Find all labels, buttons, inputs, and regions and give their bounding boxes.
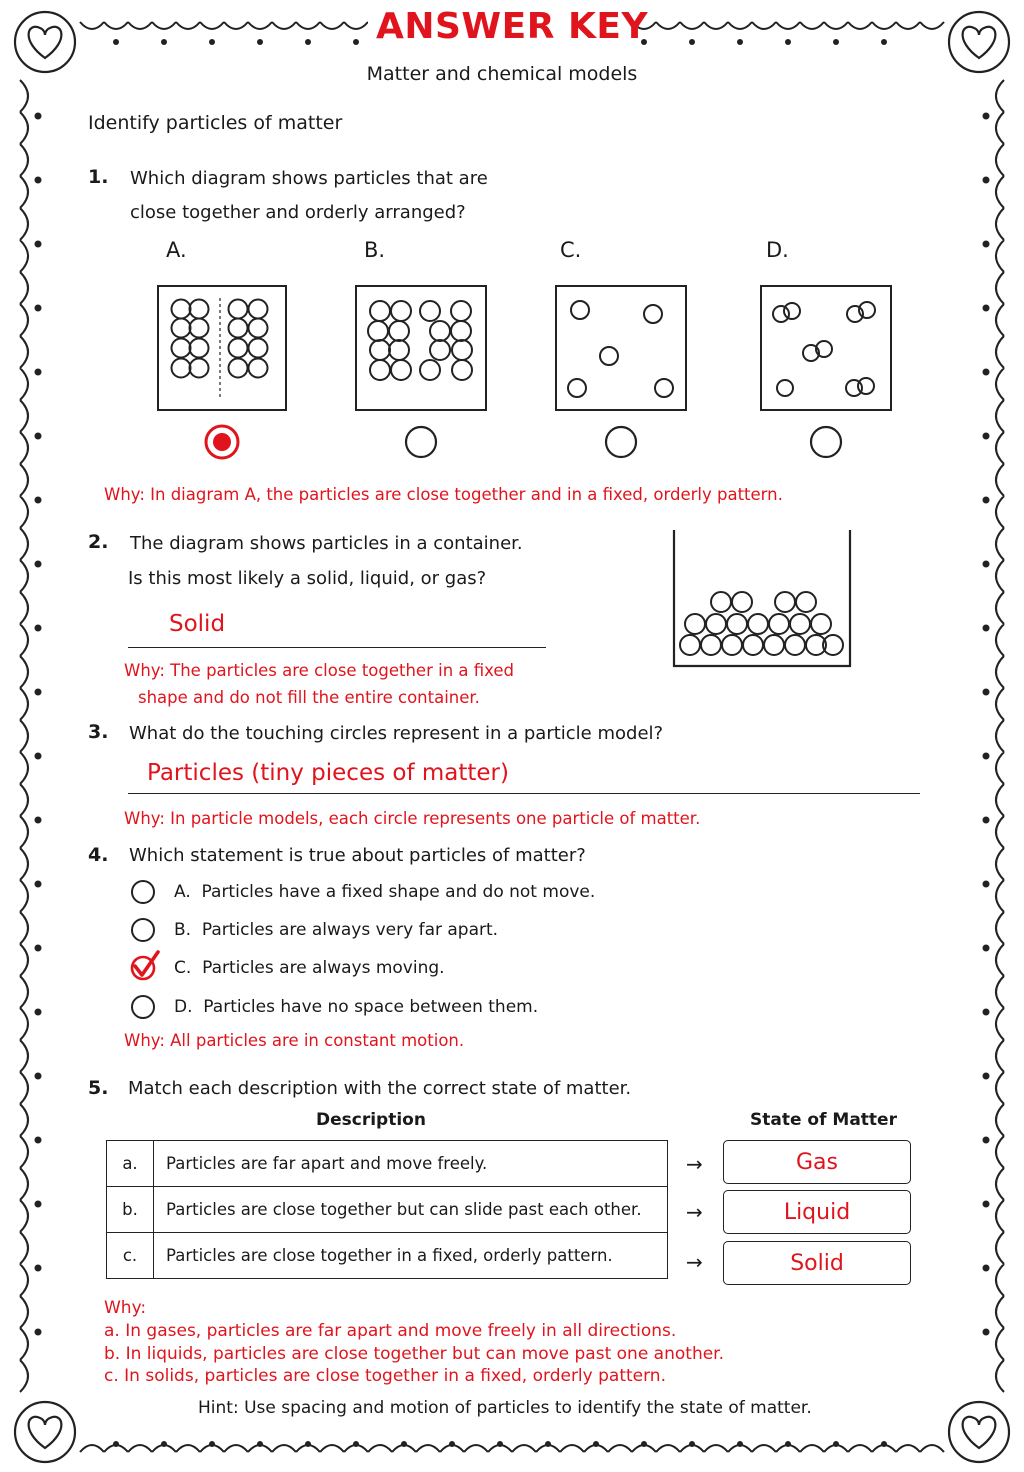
diagram-c-particles: [568, 301, 673, 397]
q4-option-a: A. Particles have a fixed shape and do not move.: [174, 882, 596, 902]
q1-text-line1: Which diagram shows particles that are: [130, 168, 488, 189]
q5-why-title: Why:: [104, 1298, 147, 1318]
q5-col-state: State of Matter: [750, 1110, 897, 1130]
q1-option-label-d: D.: [766, 238, 789, 262]
q2-container-diagram: [664, 526, 860, 674]
table-row: [107, 1233, 668, 1279]
q2-text-line2: Is this most likely a solid, liquid, or gas?: [128, 568, 487, 589]
arrow-icon: →: [686, 1152, 703, 1176]
q3-text: What do the touching circles represent in a particle model?: [129, 723, 664, 744]
diagram-a-particles: [172, 298, 268, 398]
q5-why-line-b: b. In liquids, particles are close together but can move past one another.: [104, 1344, 725, 1364]
q4-options-controls: [120, 870, 170, 1030]
q4-number: 4.: [88, 844, 109, 866]
q1-diagrams: [0, 270, 1024, 470]
q1-radio-d[interactable]: [811, 427, 841, 457]
diagram-b-particles: [368, 301, 472, 380]
state-answer-liquid[interactable]: Liquid: [723, 1190, 911, 1234]
hint-text: Hint: Use spacing and motion of particles to identify the state of matter.: [198, 1398, 812, 1418]
heart-icon: [15, 12, 75, 72]
q1-option-label-c: C.: [560, 238, 582, 262]
q4-radio-d[interactable]: [132, 996, 154, 1018]
q2-number: 2.: [88, 531, 109, 553]
q4-radio-b[interactable]: [132, 919, 154, 941]
q1-option-label-a: A.: [166, 238, 187, 262]
row-letter: a.: [107, 1141, 154, 1187]
q1-radio-c[interactable]: [606, 427, 636, 457]
q5-number: 5.: [88, 1077, 109, 1099]
q1-number: 1.: [88, 166, 109, 188]
table-row: [107, 1187, 668, 1233]
q4-option-d: D. Particles have no space between them.: [174, 997, 539, 1017]
diagram-c-box: [556, 286, 686, 410]
q5-why-line-a: a. In gases, particles are far apart and move freely in all directions.: [104, 1321, 677, 1341]
q4-radio-a[interactable]: [132, 881, 154, 903]
q3-why: Why: In particle models, each circle represents one particle of matter.: [124, 809, 701, 828]
diagram-b-box: [356, 286, 486, 410]
q1-text-line2: close together and orderly arranged?: [130, 202, 466, 223]
q2-why-line1: Why: The particles are close together in a fixed: [124, 661, 515, 680]
q2-answer: Solid: [169, 611, 226, 637]
arrow-icon: →: [686, 1200, 703, 1224]
row-description: Particles are close together in a fixed, orderly pattern.: [154, 1233, 668, 1279]
row-description: Particles are close together but can slide past each other.: [154, 1187, 668, 1233]
q5-why-line-c: c. In solids, particles are close together in a fixed, orderly pattern.: [104, 1366, 666, 1386]
row-letter: c.: [107, 1233, 154, 1279]
q1-radio-b[interactable]: [406, 427, 436, 457]
page-subtitle: Matter and chemical models: [366, 63, 638, 85]
q4-why: Why: All particles are in constant motion.: [124, 1031, 465, 1050]
q4-option-b: B. Particles are always very far apart.: [174, 920, 499, 940]
q5-col-description: Description: [316, 1110, 426, 1130]
q4-option-c: C. Particles are always moving.: [174, 958, 445, 978]
table-row: [107, 1141, 668, 1187]
q2-answer-line: [128, 647, 546, 648]
heart-icon: [15, 1402, 75, 1462]
q2-text-line1: The diagram shows particles in a container.: [130, 533, 523, 554]
q5-match-table: [106, 1140, 668, 1279]
row-letter: b.: [107, 1187, 154, 1233]
q1-why: Why: In diagram A, the particles are close together and in a fixed, orderly pattern.: [104, 485, 783, 504]
row-description: Particles are far apart and move freely.: [154, 1141, 668, 1187]
state-answer-solid[interactable]: Solid: [723, 1241, 911, 1285]
heart-icon: [949, 12, 1009, 72]
heart-icon: [949, 1402, 1009, 1462]
q3-answer: Particles (tiny pieces of matter): [147, 760, 509, 786]
diagram-d-particles: [773, 302, 875, 396]
section-title: Identify particles of matter: [88, 112, 343, 134]
q3-number: 3.: [88, 721, 109, 743]
state-answer-gas[interactable]: Gas: [723, 1140, 911, 1184]
q2-why-line2: shape and do not fill the entire container.: [138, 688, 480, 707]
q4-text: Which statement is true about particles of matter?: [129, 845, 586, 866]
q1-option-label-b: B.: [364, 238, 386, 262]
q5-text: Match each description with the correct state of matter.: [128, 1078, 632, 1099]
page-title: ANSWER KEY: [375, 6, 649, 47]
arrow-icon: →: [686, 1250, 703, 1274]
q3-answer-line: [128, 793, 920, 794]
